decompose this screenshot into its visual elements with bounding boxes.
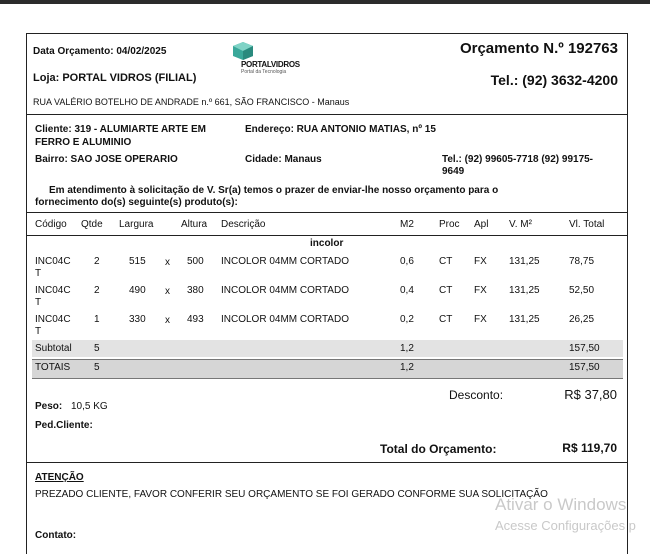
col-vl-total: Vl. Total: [569, 219, 605, 230]
notice-title: ATENÇÃO: [35, 472, 84, 483]
cell-code: INC04C: [35, 314, 71, 325]
notice-text: PREZADO CLIENTE, FAVOR CONFERIR SEU ORÇAMENTO SE FOI GERADO CONFORME SUA SOLICITAÇÃO: [35, 489, 548, 500]
col-m2: M2: [400, 219, 414, 230]
portal-vidros-logo: [233, 42, 303, 81]
grand-total-value: R$ 119,70: [562, 441, 617, 455]
weight-label: Peso:: [35, 401, 63, 412]
quote-document: [26, 33, 628, 554]
store-name: Loja: PORTAL VIDROS (FILIAL): [33, 72, 197, 84]
cell-x: x: [165, 257, 170, 268]
cell-m2: 0,4: [400, 285, 414, 296]
logo-text: PORTALVIDROS: [241, 60, 300, 69]
windows-activation-watermark: Ativar o Windows: [495, 495, 627, 514]
client-phone-line1: Tel.: (92) 99605-7718 (92) 99175-: [442, 154, 594, 165]
subtotal-label: Subtotal: [35, 343, 72, 354]
col-vm2: V. M²: [509, 219, 532, 230]
discount-value: R$ 37,80: [564, 387, 617, 402]
cell-height: 500: [187, 256, 204, 267]
col-descricao: Descrição: [221, 219, 266, 230]
col-proc: Proc: [439, 219, 460, 230]
col-qtde: Qtde: [81, 219, 103, 230]
divider: [27, 114, 627, 115]
client-phone-line2: 9649: [442, 166, 465, 177]
cell-vm2: 131,25: [509, 256, 540, 267]
totals-total: 157,50: [569, 362, 600, 373]
cell-width: 330: [129, 314, 146, 325]
cell-m2: 0,2: [400, 314, 414, 325]
cell-height: 380: [187, 285, 204, 296]
client-name-line2: FERRO E ALUMINIO: [35, 137, 132, 148]
cell-vm2: 131,25: [509, 314, 540, 325]
logo-subtext: Portal da Tecnologia: [241, 69, 287, 75]
cell-apl: FX: [474, 314, 487, 325]
cell-total: 78,75: [569, 256, 595, 267]
col-apl: Apl: [474, 219, 489, 230]
quote-number: Orçamento N.º 192763: [459, 40, 618, 57]
discount-label: Desconto:: [449, 388, 504, 402]
cell-height: 493: [187, 314, 204, 325]
contact-label: Contato:: [35, 530, 77, 541]
cell-qty: 2: [94, 285, 100, 296]
cell-code-cont: T: [35, 268, 42, 279]
cell-vm2: 131,25: [509, 285, 540, 296]
divider: [27, 462, 627, 463]
cell-apl: FX: [474, 256, 487, 267]
grand-total-label: Total do Orçamento:: [380, 442, 497, 456]
cell-proc: CT: [439, 285, 453, 296]
divider: [27, 212, 627, 213]
weight-value: 10,5 KG: [71, 401, 108, 412]
cell-qty: 2: [94, 256, 100, 267]
totals-qty: 5: [94, 362, 100, 373]
subtotal-row: [32, 340, 623, 357]
cell-code-cont: T: [35, 326, 42, 337]
store-address: RUA VALÉRIO BOTELHO DE ANDRADE n.º 661, SÃO FRANCISCO - Manaus: [33, 97, 350, 107]
client-district: Bairro: SAO JOSE OPERARIO: [35, 154, 178, 165]
group-label: incolor: [310, 238, 344, 249]
intro-line2: fornecimento do(s) seguinte(s) produto(s):: [35, 197, 238, 208]
totals-label: TOTAIS: [35, 362, 71, 373]
quote-date: Data Orçamento: 04/02/2025: [33, 46, 167, 57]
ped-cliente-label: Ped.Cliente:: [35, 420, 93, 431]
divider: [27, 235, 627, 236]
cell-apl: FX: [474, 285, 487, 296]
cell-total: 26,25: [569, 314, 595, 325]
store-phone: Tel.: (92) 3632-4200: [490, 72, 618, 88]
window-top-bar: [0, 0, 650, 4]
col-largura: Largura: [119, 219, 154, 230]
cell-desc: INCOLOR 04MM CORTADO: [221, 314, 349, 325]
cell-x: x: [165, 286, 170, 297]
windows-activation-subtext: Acesse Configurações p: [495, 518, 636, 533]
cell-proc: CT: [439, 256, 453, 267]
cell-total: 52,50: [569, 285, 595, 296]
cell-m2: 0,6: [400, 256, 414, 267]
col-codigo: Código: [35, 219, 67, 230]
client-address: Endereço: RUA ANTONIO MATIAS, nº 15: [245, 124, 436, 135]
cell-width: 515: [129, 256, 146, 267]
cell-x: x: [165, 315, 170, 326]
intro-line1: Em atendimento à solicitação de V. Sr(a) temos o prazer de enviar-lhe nosso orçamento para o: [49, 185, 499, 196]
cell-code: INC04C: [35, 256, 71, 267]
cell-proc: CT: [439, 314, 453, 325]
client-name-line1: Cliente: 319 - ALUMIARTE ARTE EM: [35, 124, 206, 135]
client-city: Cidade: Manaus: [245, 154, 322, 165]
cell-qty: 1: [94, 314, 100, 325]
cell-desc: INCOLOR 04MM CORTADO: [221, 285, 349, 296]
totals-row: [32, 359, 623, 379]
cell-code: INC04C: [35, 285, 71, 296]
subtotal-qty: 5: [94, 343, 100, 354]
cell-width: 490: [129, 285, 146, 296]
cell-desc: INCOLOR 04MM CORTADO: [221, 256, 349, 267]
cell-code-cont: T: [35, 297, 42, 308]
col-altura: Altura: [181, 219, 208, 230]
subtotal-m2: 1,2: [400, 343, 414, 354]
subtotal-total: 157,50: [569, 343, 600, 354]
totals-m2: 1,2: [400, 362, 414, 373]
